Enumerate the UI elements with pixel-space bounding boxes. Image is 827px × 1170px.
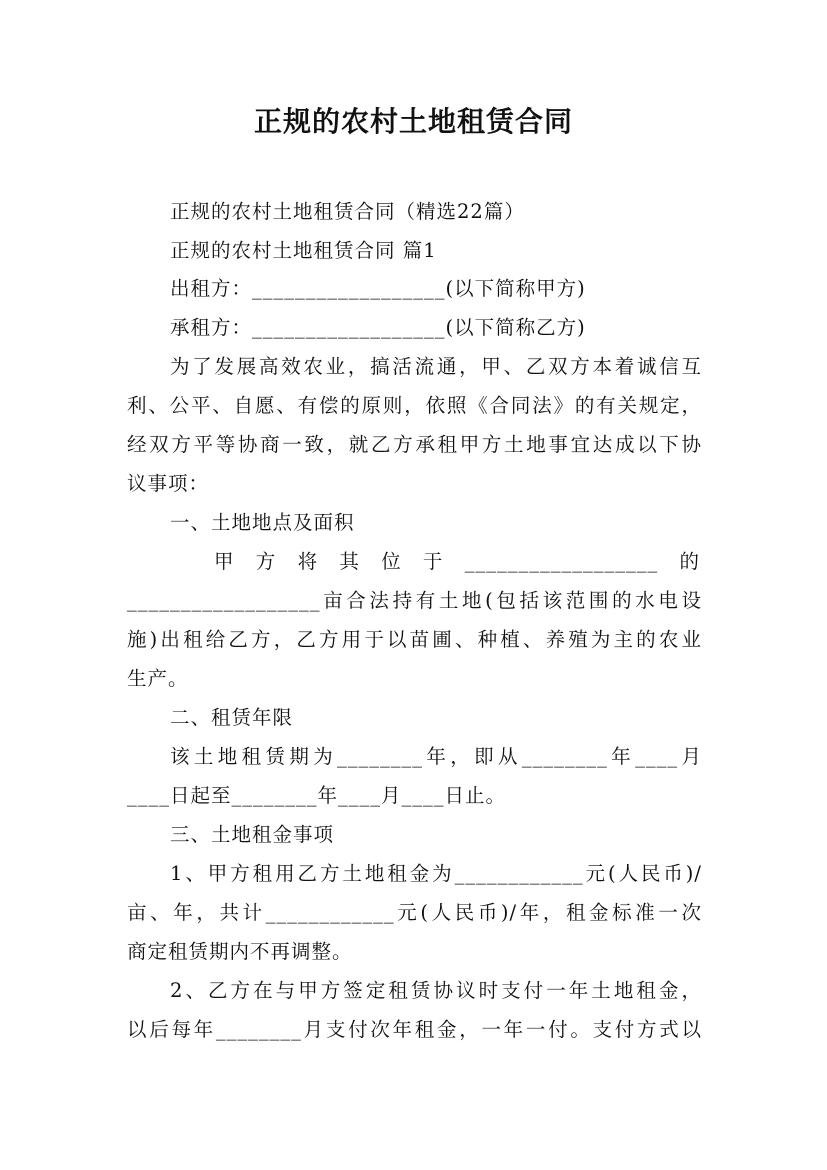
spread-paragraph-line [127,547,702,577]
lessor-field-line: 出租方：__________________(以下简称甲方) [170,277,586,300]
section-heading-pian1: 正规的农村土地租赁合同 篇1 [170,239,437,262]
paragraph-line: 议事项： [127,472,210,495]
paragraph-line: 施)出租给乙方，乙方用于以苗圃、种植、养殖为主的农业 [127,628,702,651]
paragraph-line: 1、甲方租用乙方土地租金为____________元(人民币)/ [170,862,702,885]
paragraph-line: 亩、年，共计____________元(人民币)/年，租金标准一次 [127,901,702,924]
paragraph-line: 利、公平、自愿、有偿的原则，依照《合同法》的有关规定， [127,394,702,417]
spread-word: 于 [422,550,444,573]
paragraph-line: 该土地租赁期为________年，即从________年____月 [170,745,702,768]
clause-heading-2: 二、租赁年限 [170,706,294,729]
spread-word: 其 [339,550,360,573]
lessee-field-line: 承租方：__________________(以下简称乙方) [170,316,586,339]
spread-word: 方 [255,550,277,573]
spread-word: 的 [679,550,700,573]
paragraph-line: 生产。 [127,667,189,690]
spread-word: 甲 [214,550,235,573]
paragraph-line: 为了发展高效农业，搞活流通，甲、乙双方本着诚信互 [170,355,702,378]
document-title: 正规的农村土地租赁合同 [253,105,573,138]
clause-heading-3: 三、土地租金事项 [170,823,335,846]
clause-heading-1: 一、土地地点及面积 [170,511,355,534]
paragraph-line: __________________亩合法持有土地(包括该范围的水电设 [127,589,702,612]
paragraph-line: 以后每年________月支付次年租金，一年一付。支付方式以 [127,1018,702,1041]
paragraph-line: 2、乙方在与甲方签定租赁协议时支付一年土地租金， [170,979,702,1002]
spread-word: 位 [381,550,402,573]
paragraph-line: 商定租赁期内不再调整。 [127,940,353,963]
blank-field: __________________ [464,550,659,573]
spread-word: 将 [297,550,319,573]
subtitle-line: 正规的农村土地租赁合同（精选22篇） [170,200,525,223]
paragraph-line: 经双方平等协商一致，就乙方承租甲方土地事宜达成以下协 [127,433,702,456]
paragraph-line: ____日起至________年____月____日止。 [127,784,507,807]
